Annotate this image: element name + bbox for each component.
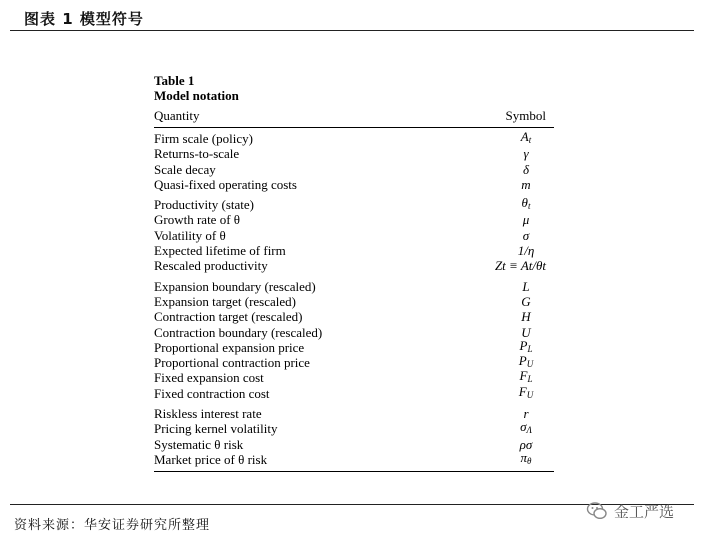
wechat-icon	[586, 500, 608, 522]
symbol-cell: m	[521, 176, 531, 192]
quantity-cell: Returns-to-scale	[154, 146, 240, 162]
table-row	[154, 370, 554, 385]
symbol-cell: σ	[522, 227, 530, 243]
table-row	[154, 309, 554, 324]
table-row	[154, 355, 554, 370]
quantity-cell: Contraction target (rescaled)	[154, 309, 303, 325]
quantity-cell: Rescaled productivity	[154, 258, 268, 274]
symbol-subscript: L	[527, 374, 533, 385]
symbol-cell: G	[521, 293, 531, 309]
row-group	[154, 406, 554, 467]
quantity-cell: Firm scale (policy)	[154, 131, 253, 146]
symbol-base: σ	[520, 419, 527, 435]
row-group	[154, 279, 554, 401]
symbol-subscript: Λ	[526, 425, 532, 436]
quantity-cell: Proportional expansion price	[154, 339, 305, 355]
symbol-base: F	[518, 383, 527, 399]
quantity-cell: Proportional contraction price	[154, 355, 310, 371]
quantity-cell: Fixed contraction cost	[154, 385, 270, 401]
quantity-cell: Contraction boundary (rescaled)	[154, 324, 323, 340]
symbol-cell: μ	[522, 212, 530, 228]
table-row	[154, 228, 554, 243]
symbol-cell: δ	[522, 161, 530, 177]
symbol-cell: L	[522, 278, 530, 294]
quantity-cell: Growth rate of θ	[154, 212, 241, 228]
symbol-subscript: t	[527, 201, 531, 212]
table-row	[154, 383, 554, 401]
table-row	[154, 449, 554, 467]
table-row	[154, 325, 554, 340]
table-row	[154, 212, 554, 227]
quantity-cell: Expansion boundary (rescaled)	[154, 278, 316, 294]
quantity-cell: Expansion target (rescaled)	[154, 293, 296, 309]
quantity-cell: Scale decay	[154, 161, 216, 177]
symbol-header: Symbol	[505, 108, 546, 123]
symbol-cell	[506, 450, 554, 469]
quantity-cell: Expected lifetime of firm	[154, 243, 286, 259]
table-row	[154, 258, 554, 273]
symbol-subscript: θ	[527, 455, 532, 466]
source-note: 资料来源：华安证券研究所整理	[14, 518, 211, 533]
row-group	[154, 197, 554, 273]
table-row	[154, 421, 554, 436]
symbol-subscript: U	[526, 389, 534, 400]
symbol-base: θ	[521, 195, 528, 211]
symbol-cell: r	[523, 406, 529, 422]
quantity-cell: Quasi-fixed operating costs	[154, 176, 297, 192]
symbol-cell: Zt ≡ At/θt	[494, 258, 546, 274]
table-row	[154, 162, 554, 177]
table-row	[154, 243, 554, 258]
watermark-text: 金工严选	[614, 502, 675, 521]
symbol-cell	[506, 384, 554, 403]
symbol-cell: H	[521, 309, 531, 325]
table-row	[154, 146, 554, 161]
quantity-cell: Riskless interest rate	[154, 406, 262, 422]
symbol-base: P	[519, 337, 528, 353]
table-body	[154, 131, 554, 467]
symbol-subscript: t	[528, 135, 532, 145]
table-row	[154, 294, 554, 309]
figure-title: 图表 1 模型符号	[24, 10, 144, 28]
quantity-header: Quantity	[154, 108, 200, 123]
symbol-cell: 1/η	[517, 243, 535, 259]
table-row	[154, 337, 554, 355]
symbol-base: F	[519, 368, 528, 384]
quantity-cell: Volatility of θ	[154, 227, 226, 243]
table-row	[154, 279, 554, 294]
watermark	[586, 500, 674, 522]
table-label: Table 1	[154, 73, 195, 88]
table-bottom-rule	[154, 471, 554, 472]
table-row	[154, 406, 554, 421]
quantity-cell: Market price of θ risk	[154, 451, 268, 467]
row-group	[154, 131, 554, 192]
table-row	[154, 437, 554, 452]
table-row	[154, 197, 554, 212]
symbol-base: π	[520, 449, 528, 465]
quantity-cell: Systematic θ risk	[154, 436, 244, 452]
notation-table	[154, 73, 554, 472]
symbol-subscript: U	[526, 359, 534, 370]
symbol-cell: U	[521, 324, 531, 340]
quantity-cell: Pricing kernel volatility	[154, 421, 278, 437]
table-header-row	[154, 108, 554, 128]
figure-header	[10, 4, 694, 31]
symbol-base: A	[520, 129, 529, 144]
table-row	[154, 177, 554, 192]
quantity-cell: Productivity (state)	[154, 197, 255, 213]
table-caption: Model notation	[154, 88, 239, 103]
symbol-subscript: L	[527, 343, 533, 354]
quantity-cell: Fixed expansion cost	[154, 370, 264, 386]
symbol-cell: ρσ	[519, 436, 533, 452]
symbol-base: P	[518, 353, 527, 369]
table-row	[154, 131, 554, 146]
symbol-cell: γ	[523, 146, 529, 162]
